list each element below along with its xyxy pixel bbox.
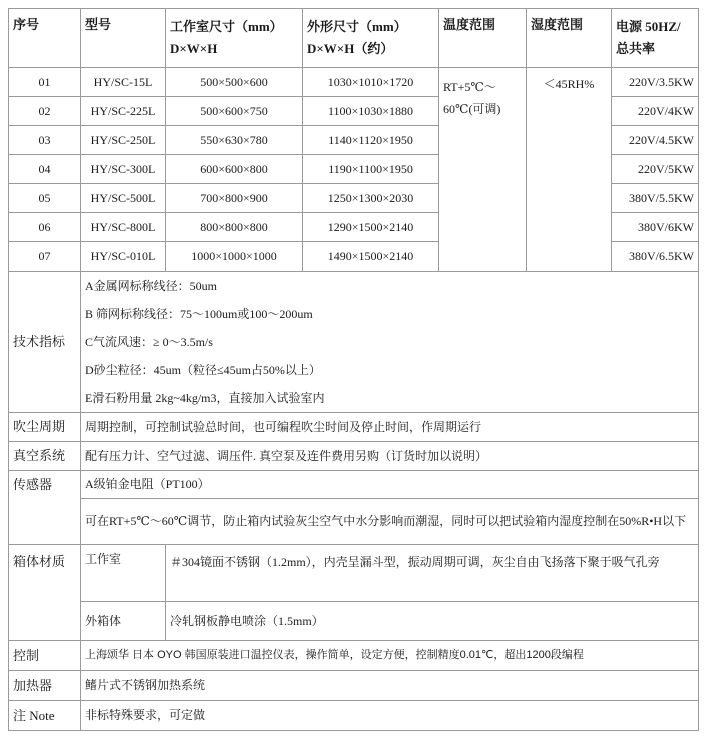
tech-spec-list: [81, 272, 699, 413]
sensor-label: 传感器: [9, 471, 81, 545]
row-model: HY/SC-010L: [81, 242, 166, 272]
row-power: 380V/6KW: [612, 213, 699, 242]
note-label: 注 Note: [9, 701, 81, 731]
sensor-text-2: 可在RT+5℃～60℃调节，防止箱内试验灰尘空气中水分影响而潮湿，同时可以把试验箱内湿度控制在50%R•H以下: [81, 499, 699, 545]
row-outer: 1490×1500×2140: [303, 242, 439, 272]
tech-item-b: B 筛网标称线径：75～100um或100～200um: [85, 307, 313, 321]
row-power: 220V/3.5KW: [612, 68, 699, 97]
tech-label: 技术指标: [9, 272, 81, 413]
header-humidity: 湿度范围: [527, 9, 612, 68]
material-row-2: [9, 602, 699, 641]
tech-item-c: C气流风速：≥ 0～3.5m/s: [85, 335, 213, 349]
row-inner: 500×500×600: [166, 68, 303, 97]
spec-table: [8, 8, 699, 731]
row-model: HY/SC-500L: [81, 184, 166, 213]
row-inner: 700×800×900: [166, 184, 303, 213]
header-temp: 温度范围: [439, 9, 527, 68]
row-outer: 1140×1120×1950: [303, 126, 439, 155]
heater-text: 鳍片式不锈钢加热系统: [81, 671, 699, 701]
heater-row: [9, 671, 699, 701]
row-model: HY/SC-250L: [81, 126, 166, 155]
row-model: HY/SC-225L: [81, 97, 166, 126]
row-inner: 500×600×750: [166, 97, 303, 126]
header-model: 型号: [81, 9, 166, 68]
row-power: 380V/6.5KW: [612, 242, 699, 272]
header-no: 序号: [9, 9, 81, 68]
header-inner: [166, 9, 303, 68]
row-inner: 800×800×800: [166, 213, 303, 242]
control-text: 上海颂华 日本 OYO 韩国原装进口温控仪表，操作简单，设定方便，控制精度0.01℃，超出1200段编程: [81, 641, 699, 671]
row-no: 03: [9, 126, 81, 155]
row-model: HY/SC-15L: [81, 68, 166, 97]
header-row: [9, 9, 699, 68]
header-power-line2: 总共率: [616, 41, 656, 56]
note-row: [9, 701, 699, 731]
material-inner-label: 工作室: [81, 545, 166, 602]
sensor-text-1: A级铂金电阻（PT100）: [81, 471, 699, 499]
heater-label: 加热器: [9, 671, 81, 701]
header-inner-line2: D×W×H: [170, 41, 218, 56]
row-model: HY/SC-800L: [81, 213, 166, 242]
header-power: [612, 9, 699, 68]
table-row: [9, 68, 699, 97]
header-inner-line1: 工作室尺寸（mm）: [170, 19, 283, 34]
row-inner: 600×600×800: [166, 155, 303, 184]
tech-row: [9, 272, 699, 413]
row-no: 01: [9, 68, 81, 97]
row-power: 220V/4KW: [612, 97, 699, 126]
row-inner: 550×630×780: [166, 126, 303, 155]
material-outer-label: 外箱体: [81, 602, 166, 641]
temp-range-line2: 60℃(可调): [443, 102, 501, 116]
humidity-range-cell: ＜45RH%: [527, 68, 612, 272]
row-outer: 1250×1300×2030: [303, 184, 439, 213]
row-power: 380V/5.5KW: [612, 184, 699, 213]
material-label: 箱体材质: [9, 545, 81, 641]
header-power-line1: 电源 50HZ/: [616, 19, 681, 34]
row-outer: 1290×1500×2140: [303, 213, 439, 242]
vacuum-text: 配有压力计、空气过滤、调压件. 真空泵及连件费用另购（订货时加以说明）: [81, 442, 699, 471]
material-inner-text: ＃304镜面不锈钢（1.2mm），内壳呈漏斗型，振动周期可调，灰尘自由飞扬落下聚于吸气孔旁: [166, 545, 699, 602]
control-row: [9, 641, 699, 671]
tech-item-a: A金属网标称线径：50um: [85, 279, 218, 293]
row-no: 07: [9, 242, 81, 272]
cycle-text: 周期控制，可控制试验总时间，也可编程吹尘时间及停止时间，作周期运行: [81, 413, 699, 442]
header-outer: [303, 9, 439, 68]
cycle-row: [9, 413, 699, 442]
row-outer: 1190×1100×1950: [303, 155, 439, 184]
row-no: 05: [9, 184, 81, 213]
tech-item-d: D砂尘粒径：45um（粒径≤45um占50%以上）: [85, 363, 321, 377]
row-inner: 1000×1000×1000: [166, 242, 303, 272]
row-power: 220V/4.5KW: [612, 126, 699, 155]
row-no: 06: [9, 213, 81, 242]
note-text: 非标特殊要求，可定做: [81, 701, 699, 731]
temp-range-cell: [439, 68, 527, 272]
row-power: 220V/5KW: [612, 155, 699, 184]
material-outer-text: 冷轧钢板静电喷涂（1.5mm）: [166, 602, 699, 641]
tech-item-e: E滑石粉用量 2kg~4kg/m3，直接加入试验室内: [85, 391, 325, 405]
row-no: 02: [9, 97, 81, 126]
header-outer-line1: 外形尺寸（mm）: [307, 19, 407, 34]
sensor-row: [9, 471, 699, 499]
vacuum-label: 真空系统: [9, 442, 81, 471]
control-label: 控制: [9, 641, 81, 671]
row-outer: 1100×1030×1880: [303, 97, 439, 126]
material-row: [9, 545, 699, 602]
header-outer-line2: D×W×H（约）: [307, 41, 394, 56]
cycle-label: 吹尘周期: [9, 413, 81, 442]
row-outer: 1030×1010×1720: [303, 68, 439, 97]
sensor-row-2: [9, 499, 699, 545]
vacuum-row: [9, 442, 699, 471]
temp-range-line1: RT+5℃～: [443, 80, 496, 94]
row-no: 04: [9, 155, 81, 184]
row-model: HY/SC-300L: [81, 155, 166, 184]
